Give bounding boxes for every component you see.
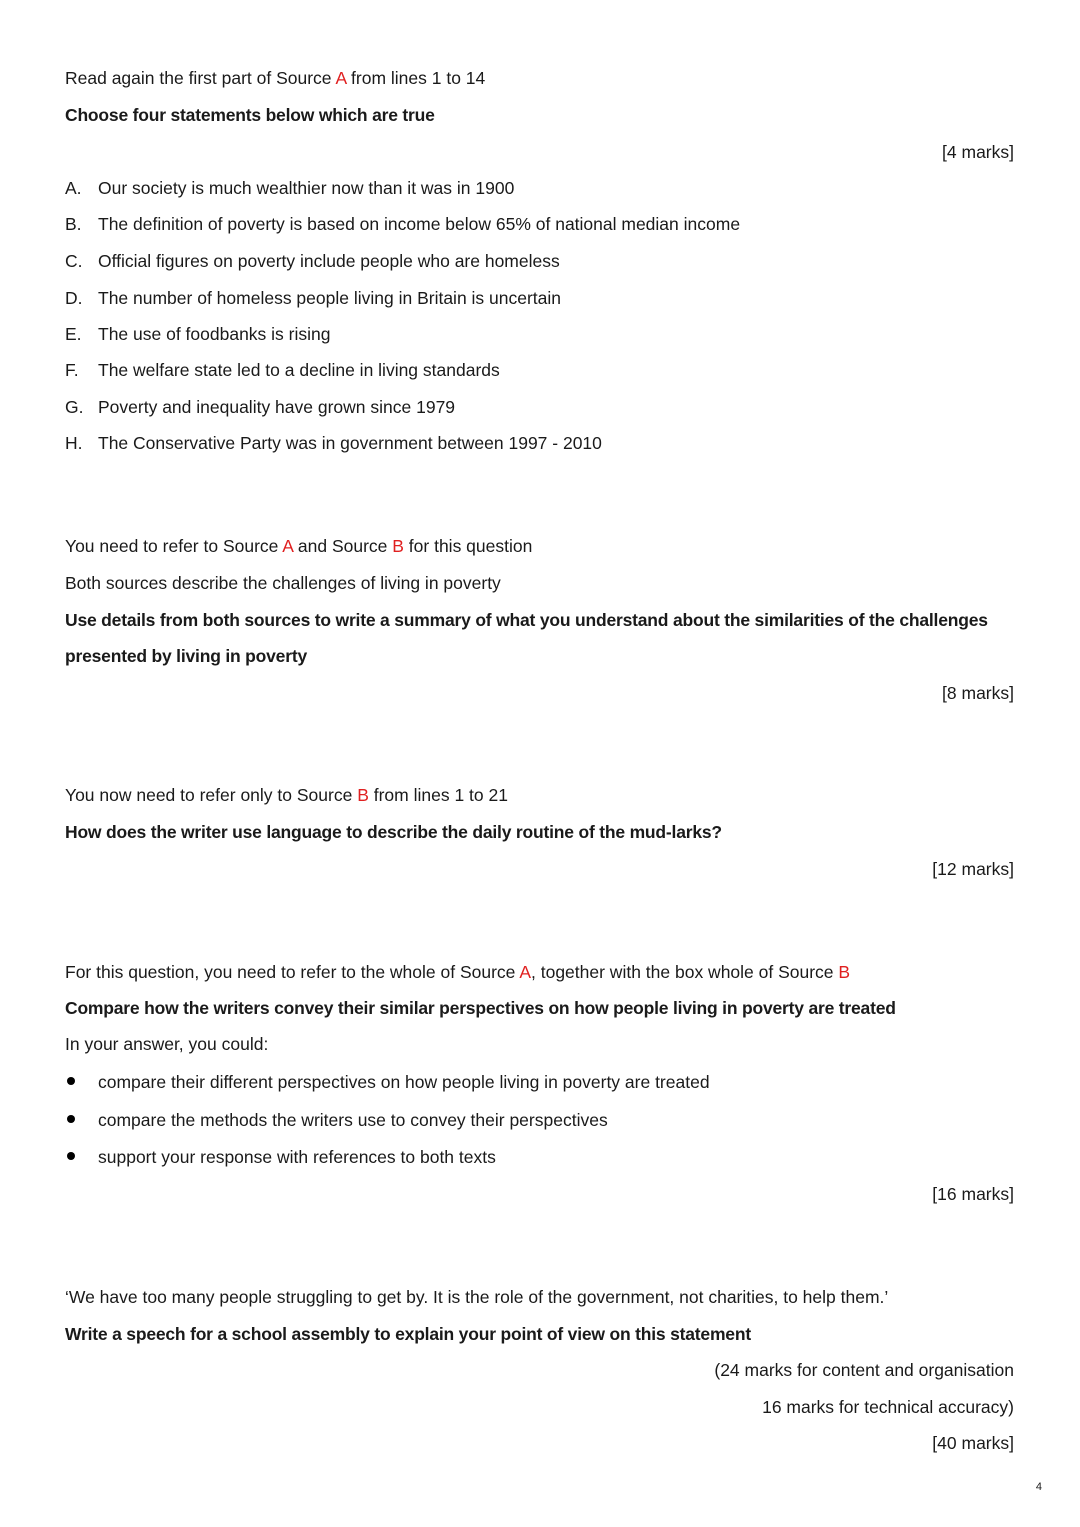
q2-instruction-line1: Use details from both sources to write a summary of what you understand about the similarities of the challenges [65,610,988,630]
bullet-dot-icon [67,1152,75,1160]
q1-option-b: B. The definition of poverty is based on income below 65% of national median income [65,214,741,234]
q5-marks-technical: 16 marks for technical accuracy) [762,1397,1014,1417]
source-b-ref: B [357,785,369,805]
q3-instruction: How does the writer use language to describe the daily routine of the mud-larks? [65,822,722,842]
q5-instruction: Write a speech for a school assembly to explain your point of view on this statement [65,1324,751,1344]
q2-instruction-line2: presented by living in poverty [65,646,307,666]
q3-marks: [12 marks] [932,859,1014,879]
q5-quote: ‘We have too many people struggling to get by. It is the role of the government, not charities, to help them.’ [65,1287,889,1307]
q1-option-h: H. The Conservative Party was in government between 1997 - 2010 [65,433,602,453]
q5-marks-content: (24 marks for content and organisation [714,1360,1014,1380]
q1-option-f: F. The welfare state led to a decline in living standards [65,360,500,380]
q4-instruction: Compare how the writers convey their similar perspectives on how people living in poverty are treated [65,998,896,1018]
q2-context: Both sources describe the challenges of living in poverty [65,573,501,593]
q4-bullet: compare the methods the writers use to convey their perspectives [65,1109,608,1131]
source-b-ref: B [838,962,851,982]
source-a-ref: A [335,68,347,88]
q4-bullet: support your response with references to both texts [65,1146,496,1168]
q3-intro: You now need to refer only to Source B from lines 1 to 21 [65,785,508,805]
source-a-ref: A [519,962,531,982]
q1-intro: Read again the first part of Source A from lines 1 to 14 [65,68,486,88]
q4-bullet: compare their different perspectives on how people living in poverty are treated [65,1071,710,1093]
source-a-ref: A [282,536,294,556]
q1-marks: [4 marks] [942,142,1014,162]
bullet-dot-icon [67,1077,75,1085]
q1-option-c: C. Official figures on poverty include people who are homeless [65,251,560,271]
bullet-dot-icon [67,1115,75,1123]
q5-marks-total: [40 marks] [932,1433,1014,1453]
q1-option-g: G. Poverty and inequality have grown since 1979 [65,397,456,417]
q1-option-a: A. Our society is much wealthier now than it was in 1900 [65,178,515,198]
q4-intro: For this question, you need to refer to the whole of Source A, together with the box whole of Source B [65,962,851,982]
q4-marks: [16 marks] [932,1184,1014,1204]
source-b-ref: B [392,536,404,556]
q1-instruction: Choose four statements below which are true [65,105,435,125]
q2-intro: You need to refer to Source A and Source B for this question [65,536,533,556]
q2-marks: [8 marks] [942,683,1014,703]
page-number: 4 [1035,1481,1042,1493]
q1-option-e: E. The use of foodbanks is rising [65,324,331,344]
q4-lead: In your answer, you could: [65,1034,269,1054]
q1-option-d: D. The number of homeless people living in Britain is uncertain [65,288,562,308]
